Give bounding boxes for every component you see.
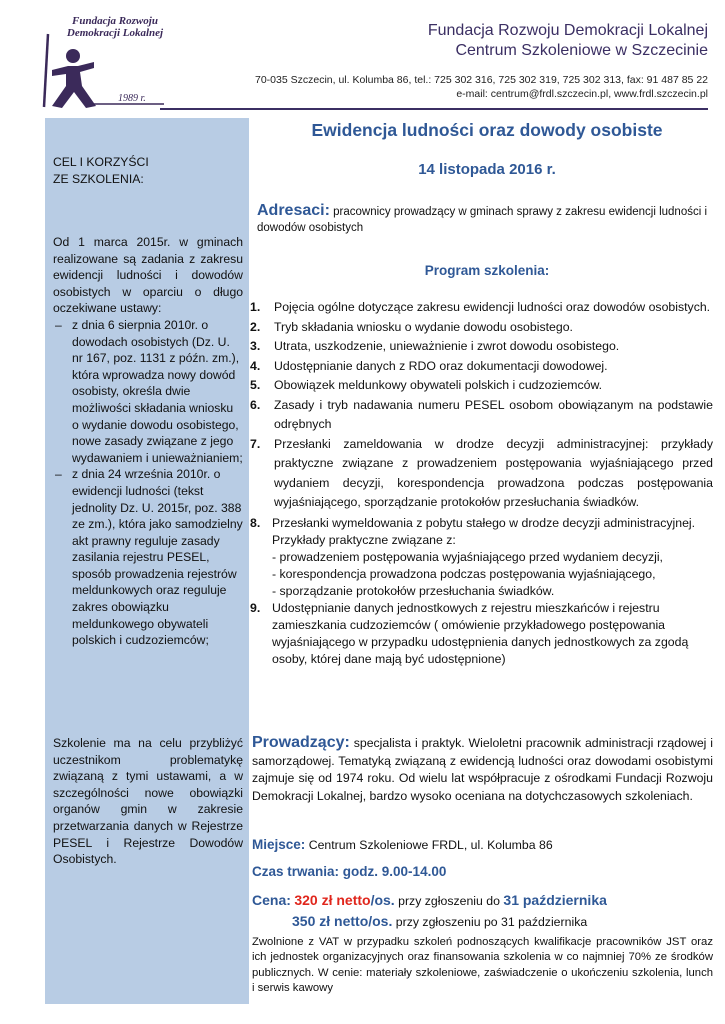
venue-text: Centrum Szkoleniowe FRDL, ul. Kolumba 86	[308, 838, 553, 852]
sidebar-heading-line1: CEL I KORZYŚCI	[53, 155, 149, 169]
program-item-number: 9.	[250, 600, 261, 615]
program-item	[250, 337, 713, 357]
sidebar-summary: Szkolenie ma na celu przybliżyć uczestnikom problematykę związaną z tymi ustawami, a w szczególności nowe obowiązki organów gmin w zakresie przetwarzania danych w Rejestrze PESEL i Rejestrze Dowodów Osobistych.	[53, 736, 243, 867]
price-late	[292, 913, 713, 929]
price-early-suffix: /os.	[370, 892, 395, 908]
trainer-section	[252, 734, 713, 805]
price-label: Cena:	[252, 892, 291, 908]
program-item-number: 8.	[250, 515, 261, 530]
program-item-number: 2.	[250, 319, 261, 334]
program-item-text: Przesłanki zameldowania w drodze decyzji administracyjnej: przykłady praktyczne związane z prowadzeniem postępowania wyjaśniającego przed wydaniem decyzji, korespondencja prowadzona podczas postępowania wyjaśniającego, sporządzanie protokołów przesłuchania świadków.	[274, 436, 713, 509]
program-item-number: 5.	[250, 378, 261, 392]
logo-staff	[44, 34, 48, 107]
program-item-number: 7.	[250, 436, 261, 451]
logo-text	[60, 15, 170, 39]
program-item-number: 4.	[250, 358, 261, 373]
program-item-number: 3.	[250, 339, 261, 353]
program-item-number: 6.	[250, 397, 261, 412]
program-item	[250, 435, 713, 513]
program-item	[250, 515, 713, 549]
program-item-text: Przesłanki wymeldowania z pobytu stałego w drodze decyzji administracyjnej. Przykłady praktyczne związane z:	[272, 515, 696, 547]
program-item-text: Tryb składania wniosku o wydanie dowodu osobistego.	[274, 319, 573, 334]
logo-figure-body	[52, 62, 96, 108]
sidebar-heading-line2: ZE SZKOLENIA:	[53, 171, 144, 186]
logo-year: 1989 r.	[118, 93, 146, 104]
price-late-text: przy zgłoszeniu po 31 października	[395, 915, 588, 929]
header-divider	[160, 108, 708, 110]
training-title: Ewidencja ludności oraz dowody osobiste	[311, 120, 663, 140]
laws-list	[53, 317, 243, 649]
audience-text: pracownicy prowadzący w gminach sprawy z zakresu ewidencji ludności i dowodów osobistych	[257, 206, 708, 234]
program-subitem: - prowadzeniem postępowania wyjaśniającego przed wydaniem decyzji,	[272, 549, 663, 564]
program-item	[250, 396, 713, 435]
audience-section	[257, 203, 712, 236]
program-item-text: Pojęcia ogólne dotyczące zakresu ewidencji ludności oraz dowodów osobistych.	[274, 300, 711, 314]
duration-colon: :	[334, 864, 340, 879]
trainer-text: specjalista i praktyk. Wieloletni pracownik administracji rządowej i samorządowej. Tematyką związaną z ewidencją ludności oraz dowodami osobistymi zajmuje się od 1974 roku. Od wielu lat współpracuje z ośrodkami Fundacji Rozwoju Demokracji Lokalnej, bardzo wysoko oceniana na dotychczasowych szkoleniach.	[252, 736, 714, 803]
program-item-text: Utrata, uszkodzenie, unieważnienie i zwrot dowodu osobistego.	[274, 339, 620, 353]
program-item	[250, 298, 713, 318]
law-item: – z dnia 6 sierpnia 2010r. o dowodach osobistych (Dz. U. nr 167, poz. 1131 z późn. zm.), która wprowadza nowy dowód osobisty, określa dwie możliwości składania wniosku o wydanie dowodu osobistego, nowe zasady związane z jego wydawaniem i unieważnianiem;	[53, 317, 243, 466]
trainer-label: Prowadzący:	[252, 734, 350, 751]
org-address: 70-035 Szczecin, ul. Kolumba 86, tel.: 725 302 316, 725 302 319, 725 302 313, fax: 91 487 85 22	[254, 74, 708, 86]
price-late-value: 350 zł netto/os.	[292, 913, 393, 929]
venue-label: Miejsce:	[252, 837, 306, 852]
program-item-text: Udostępnianie danych jednostkowych z rejestru mieszkańców i rejestru zamieszkania cudzoziemców ( omówienie przykładowego postępowania wyjaśniającego w przypadku udostępnienia danych jednostkowych za zgodą osoby, której dane mają być udostępnione)	[272, 600, 689, 666]
program-item-text: Udostępnianie danych z RDO oraz dokumentacji dowodowej.	[274, 358, 608, 373]
venue-section	[252, 837, 713, 852]
program-item	[250, 318, 713, 338]
program-item	[250, 600, 713, 668]
program-item-number: 1.	[250, 300, 261, 314]
org-name: Fundacja Rozwoju Demokracji Lokalnej	[427, 22, 708, 39]
program-subitem: - korespondencja prowadzona podczas postępowania wyjaśniającego,	[272, 566, 656, 581]
sidebar-body	[53, 234, 243, 649]
program-item	[250, 357, 713, 377]
duration-label: Czas trwania	[252, 864, 335, 879]
sidebar-heading	[53, 154, 243, 187]
org-center: Centrum Szkoleniowe w Szczecinie	[455, 42, 708, 59]
price-early-text: przy zgłoszeniu do	[398, 894, 500, 908]
price-early-value: 320 zł netto	[294, 892, 371, 908]
logo-figure-head	[66, 49, 80, 63]
org-contact: e-mail: centrum@frdl.szczecin.pl, www.frdl.szczecin.pl	[456, 88, 708, 100]
program-heading: Program szkolenia:	[424, 263, 550, 278]
law-item: – z dnia 24 września 2010r. o ewidencji ludności (tekst jednolity Dz. U. 2015r, poz. 388 ze zm.), która jako samodzielny akt prawny reguluje zasady zasilania rejestru PESEL, sposób prowadzenia rejestrów meldunkowych oraz reguluje zakres obowiązku meldunkowego obywateli polskich i cudzoziemców;	[53, 466, 243, 649]
goals-sidebar	[45, 118, 249, 1004]
program-item-text: Obowiązek meldunkowy obywateli polskich i cudzoziemców.	[274, 378, 603, 392]
audience-label: Adresaci:	[257, 202, 330, 219]
training-date: 14 listopada 2016 r.	[418, 161, 556, 178]
vat-note: Zwolnione z VAT w przypadku szkoleń podnoszących kwalifikacje pracowników JST oraz ich jednostek organizacyjnych oraz finansowania szkolenia w co najmniej 70% ze środków publicznych. W cenie: materiały szkoleniowe, zaświadczenie o ukończeniu szkolenia, lunch i serwis kawowy	[252, 936, 713, 994]
program-item-text: Zasady i tryb nadawania numeru PESEL osobom obowiązanym na podstawie odrębnych	[274, 397, 713, 431]
logo-line2: Demokracji Lokalnej	[66, 27, 164, 39]
program-list	[250, 298, 713, 668]
price-early	[252, 892, 713, 908]
program-item	[250, 376, 713, 396]
duration-section	[252, 864, 713, 879]
price-early-deadline: 31 października	[503, 892, 607, 908]
program-subitem: - sporządzanie protokołów przesłuchania świadków.	[272, 583, 555, 598]
duration-text: godz. 9.00-14.00	[342, 864, 447, 879]
sidebar-intro: Od 1 marca 2015r. w gminach realizowane są zadania z zakresu ewidencji ludności i dowodów osobistych w oparciu o długo oczekiwane ustawy:	[53, 235, 243, 316]
logo-line1: Fundacja Rozwoju	[72, 15, 158, 27]
